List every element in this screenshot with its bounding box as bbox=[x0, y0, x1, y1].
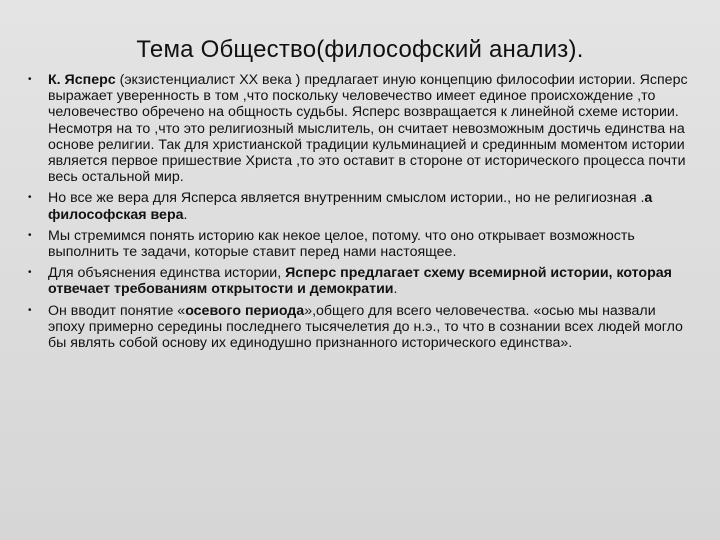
bullet-item bbox=[28, 228, 692, 260]
bullet-item bbox=[28, 72, 692, 185]
bullet-text-part: . bbox=[393, 281, 398, 298]
bullet-item bbox=[28, 303, 692, 352]
bullet-item bbox=[28, 190, 692, 222]
bullet-text-part: . bbox=[183, 206, 188, 223]
bullet-text-bold: осевого периода bbox=[185, 302, 305, 319]
bullet-item bbox=[28, 265, 692, 297]
bullet-icon: • bbox=[28, 229, 32, 241]
bullet-icon: • bbox=[28, 304, 32, 316]
bullet-icon: • bbox=[28, 267, 32, 279]
bullet-text-bold: К. Ясперс bbox=[48, 72, 116, 88]
bullet-text-part: Он вводит понятие « bbox=[48, 302, 186, 319]
slide-title: Тема Общество(философский анализ). bbox=[136, 36, 584, 63]
bullet-text-bold: а философская вера bbox=[48, 190, 653, 223]
bullet-icon: • bbox=[28, 192, 32, 204]
bullet-icon: • bbox=[28, 74, 32, 85]
bullet-text-part: Но все же вера для Ясперса является внутренним смыслом истории., но не религиозная . bbox=[48, 190, 645, 207]
bullet-text-part: Для объяснения единства истории, bbox=[48, 265, 286, 282]
bullet-text-part: »,общего для всего человечества. «осью мы назвали эпоху примерно середины последнего тысячелетия до н.э., то что в сознании всех людей могло бы являть собой основу их единодушно признанного исторического единства». bbox=[48, 302, 683, 352]
bullet-text-part: Мы стремимся понять историю как некое целое, потому. что оно открывает возможность выполнить те задачи, которые ставит перед нами настоящее. bbox=[48, 227, 635, 261]
bullet-text-bold: Ясперс предлагает схему всемирной истории, которая отвечает требованиям открытости и демократии bbox=[48, 265, 672, 298]
bullet-text-part: (экзистенциалист XX века ) предлагает иную концепцию философии истории. Ясперс выражает уверенность в том ,что поскольку человечество имеет единое происхождение ,то человечество обречено на общность судьбы. Ясперс возвращается к линейной схеме истории. Несмотря на то ,что это религиозный мыслитель, он считает невозможным достичь единства на основе религии. Так для христианской традиции кульминацией и срединным моментом истории является первое пришествие Христа ,то это оставит в стороне от исторического процесса почти весь остальной мир. bbox=[48, 72, 688, 186]
bullet-list bbox=[28, 72, 692, 356]
